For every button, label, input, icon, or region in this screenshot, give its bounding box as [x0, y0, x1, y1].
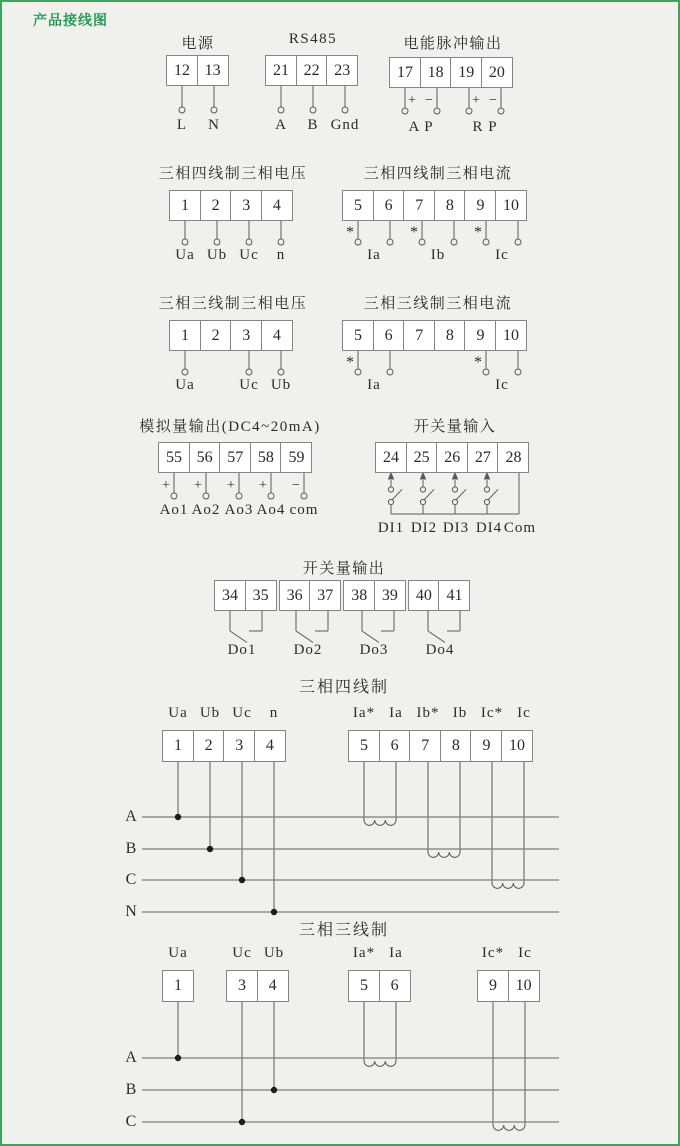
terminal-3: 3 — [226, 970, 258, 1002]
terminal-3: 3 — [230, 320, 262, 351]
terminal-39: 39 — [374, 580, 406, 611]
terminal-18: 18 — [420, 57, 452, 88]
terminal-10: 10 — [501, 730, 533, 762]
four-wire-current-terminals — [348, 730, 533, 762]
terminal-8: 8 — [440, 730, 472, 762]
terminal-40: 40 — [408, 580, 440, 611]
phase-line-label-C: C — [125, 871, 137, 888]
terminal-1: 1 — [169, 190, 201, 221]
section-title-voltage3: 三相三线制三相电压 — [158, 296, 308, 312]
power-terminal-row — [166, 55, 229, 86]
label-n: n — [276, 247, 286, 263]
terminal-27: 27 — [467, 442, 499, 473]
three-wire-wires — [178, 1001, 525, 1130]
label-Uc: Uc — [232, 705, 252, 721]
label-Ia: Ia — [367, 377, 381, 393]
pulse-minus-2: − — [489, 93, 497, 108]
star-ic: * — [474, 224, 482, 241]
label-Ua: Ua — [168, 705, 188, 721]
terminal-2: 2 — [193, 730, 225, 762]
section-title-digital-out: 开关量输出 — [302, 561, 386, 577]
label-AP: A P — [408, 119, 434, 135]
label-Ia: Ia — [389, 705, 403, 721]
terminal-10: 10 — [508, 970, 540, 1002]
terminal-7: 7 — [403, 320, 435, 351]
label-Ia: Ia — [367, 247, 381, 263]
terminal-34: 34 — [214, 580, 246, 611]
terminal-10: 10 — [495, 320, 527, 351]
terminal-17: 17 — [389, 57, 421, 88]
terminal-5: 5 — [342, 320, 374, 351]
phase-line-label-C: C — [125, 1113, 137, 1130]
terminal-1: 1 — [169, 320, 201, 351]
phase-line-label-B: B — [125, 1081, 137, 1098]
terminal-21: 21 — [265, 55, 297, 86]
label-Ic-star: Ic* — [481, 945, 505, 961]
terminal-2: 2 — [200, 320, 232, 351]
label-DI4: DI4 — [475, 520, 503, 536]
label-Ub: Ub — [263, 945, 285, 961]
terminal-3: 3 — [230, 190, 262, 221]
label-DI2: DI2 — [410, 520, 438, 536]
terminal-5: 5 — [342, 190, 374, 221]
rs485-terminal-row — [265, 55, 358, 86]
label-N: N — [208, 117, 220, 133]
label-DI3: DI3 — [442, 520, 470, 536]
label-com: com — [289, 502, 319, 518]
label-Uc: Uc — [232, 945, 252, 961]
label-B: B — [307, 117, 319, 133]
terminal-5: 5 — [348, 970, 380, 1002]
three-wire-bus-lines — [142, 1058, 559, 1122]
terminal-10: 10 — [495, 190, 527, 221]
terminal-19: 19 — [450, 57, 482, 88]
star-ia: * — [346, 354, 354, 371]
terminal-6: 6 — [373, 320, 405, 351]
digital-in-terminal-row — [375, 442, 529, 473]
star-ia: * — [346, 224, 354, 241]
terminal-5: 5 — [348, 730, 380, 762]
phase-line-label-N: N — [125, 903, 137, 920]
terminal-6: 6 — [379, 970, 411, 1002]
pulse-terminal-row — [389, 57, 513, 88]
pulse-plus-2: + — [472, 93, 480, 108]
label-Ia-star: Ia* — [352, 945, 376, 961]
three-wire-terminals-3-4 — [226, 970, 289, 1002]
terminal-13: 13 — [197, 55, 229, 86]
label-Ao3: Ao3 — [224, 502, 254, 518]
label-Do2: Do2 — [293, 642, 323, 658]
terminal-24: 24 — [375, 442, 407, 473]
label-Ic: Ic — [495, 247, 509, 263]
four-wire-wires — [178, 761, 524, 912]
terminal-55: 55 — [158, 442, 190, 473]
label-Ao4: Ao4 — [256, 502, 286, 518]
terminal-9: 9 — [464, 190, 496, 221]
star-ib: * — [410, 224, 418, 241]
label-Do1: Do1 — [227, 642, 257, 658]
label-L: L — [176, 117, 188, 133]
terminal-4: 4 — [257, 970, 289, 1002]
label-Ib-star: Ib* — [416, 705, 440, 721]
label-Uc: Uc — [239, 247, 259, 263]
label-Do3: Do3 — [359, 642, 389, 658]
section-title-pulse: 电能脉冲输出 — [403, 36, 503, 52]
label-Ao1: Ao1 — [159, 502, 189, 518]
terminal-9: 9 — [470, 730, 502, 762]
terminal-35: 35 — [245, 580, 277, 611]
terminal-7: 7 — [403, 190, 435, 221]
terminal-1: 1 — [162, 730, 194, 762]
terminal-38: 38 — [343, 580, 375, 611]
section-title-voltage4: 三相四线制三相电压 — [158, 166, 308, 182]
label-Ia-star: Ia* — [352, 705, 376, 721]
terminal-3: 3 — [223, 730, 255, 762]
section-title-current4: 三相四线制三相电流 — [363, 166, 513, 182]
terminal-4: 4 — [254, 730, 286, 762]
section-title-three-wire: 三相三线制 — [298, 922, 390, 939]
three-wire-terminal-1 — [162, 970, 194, 1002]
terminal-57: 57 — [219, 442, 251, 473]
label-DI1: DI1 — [377, 520, 405, 536]
four-wire-voltage-terminals — [162, 730, 286, 762]
page-title: 产品接线图 — [33, 12, 108, 28]
label-Ub: Ub — [270, 377, 292, 393]
label-Ia: Ia — [389, 945, 403, 961]
terminal-37: 37 — [309, 580, 341, 611]
label-Ua: Ua — [168, 945, 188, 961]
current3-terminal-row — [342, 320, 527, 351]
section-title-four-wire: 三相四线制 — [298, 679, 390, 696]
terminal-23: 23 — [326, 55, 358, 86]
section-title-digital-in: 开关量输入 — [413, 419, 497, 435]
analog-minus: − — [292, 478, 300, 493]
di-switch-wires — [391, 473, 519, 514]
terminal-58: 58 — [250, 442, 282, 473]
terminal-4: 4 — [261, 320, 293, 351]
terminal-12: 12 — [166, 55, 198, 86]
terminal-4: 4 — [261, 190, 293, 221]
do-contact-wires — [230, 610, 460, 643]
label-Ao2: Ao2 — [191, 502, 221, 518]
current4-terminal-row — [342, 190, 527, 221]
label-Ub: Ub — [199, 705, 221, 721]
terminal-8: 8 — [434, 190, 466, 221]
terminal-9: 9 — [477, 970, 509, 1002]
voltage4-terminal-row — [169, 190, 293, 221]
terminal-6: 6 — [379, 730, 411, 762]
terminal-7: 7 — [409, 730, 441, 762]
terminal-8: 8 — [434, 320, 466, 351]
label-Ic: Ic — [495, 377, 509, 393]
label-RP: R P — [472, 119, 498, 135]
label-Ic: Ic — [517, 705, 531, 721]
terminal-26: 26 — [436, 442, 468, 473]
analog-plus-3: + — [227, 478, 235, 493]
label-Com: Com — [503, 520, 537, 536]
terminal-2: 2 — [200, 190, 232, 221]
label-Do4: Do4 — [425, 642, 455, 658]
analog-terminal-row — [158, 442, 312, 473]
phase-line-label-B: B — [125, 840, 137, 857]
three-wire-terminals-9-10 — [477, 970, 540, 1002]
label-Ib: Ib — [430, 247, 446, 263]
terminal-9: 9 — [464, 320, 496, 351]
label-Gnd: Gnd — [330, 117, 360, 133]
terminal-20: 20 — [481, 57, 513, 88]
label-Ua: Ua — [175, 247, 195, 263]
label-n: n — [269, 705, 279, 721]
analog-plus-2: + — [194, 478, 202, 493]
star-ic: * — [474, 354, 482, 371]
terminal-28: 28 — [497, 442, 529, 473]
digital-out-terminal-row — [214, 580, 470, 611]
phase-line-label-A: A — [125, 808, 137, 825]
section-title-power: 电源 — [181, 36, 215, 52]
section-title-current3: 三相三线制三相电流 — [363, 296, 513, 312]
label-Ub: Ub — [206, 247, 228, 263]
section-title-rs485: RS485 — [288, 31, 338, 47]
label-A: A — [275, 117, 287, 133]
terminal-56: 56 — [189, 442, 221, 473]
terminal-22: 22 — [296, 55, 328, 86]
label-Ic: Ic — [518, 945, 532, 961]
terminal-36: 36 — [279, 580, 311, 611]
section-title-analog: 模拟量输出(DC4~20mA) — [139, 419, 321, 435]
label-Ib: Ib — [452, 705, 468, 721]
pulse-plus-1: + — [408, 93, 416, 108]
label-Ua: Ua — [175, 377, 195, 393]
terminal-6: 6 — [373, 190, 405, 221]
terminal-41: 41 — [438, 580, 470, 611]
voltage3-terminal-row — [169, 320, 293, 351]
three-wire-terminals-5-6 — [348, 970, 411, 1002]
four-wire-bus-lines — [142, 817, 559, 912]
phase-line-label-A: A — [125, 1049, 137, 1066]
terminal-1: 1 — [162, 970, 194, 1002]
pulse-minus-1: − — [425, 93, 433, 108]
analog-plus-4: + — [259, 478, 267, 493]
terminal-59: 59 — [280, 442, 312, 473]
label-Ic-star: Ic* — [480, 705, 504, 721]
label-Uc: Uc — [239, 377, 259, 393]
analog-plus-1: + — [162, 478, 170, 493]
terminal-25: 25 — [406, 442, 438, 473]
